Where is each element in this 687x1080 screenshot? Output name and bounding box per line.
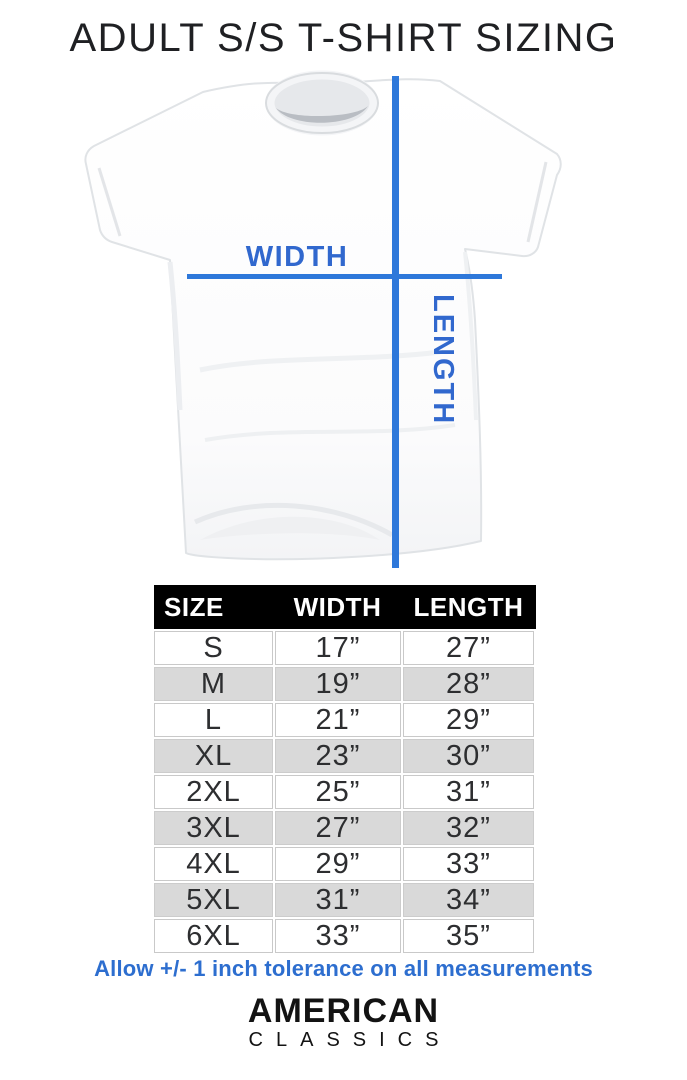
length-line — [392, 76, 399, 568]
table-header — [154, 585, 536, 629]
table-cell: 5XL — [154, 883, 273, 917]
brand-logo — [0, 994, 687, 1052]
table-cell: XL — [154, 739, 273, 773]
table-cell: 33” — [275, 919, 401, 953]
length-label: LENGTH — [427, 294, 459, 426]
header-cell-width: WIDTH — [293, 591, 382, 622]
table-cell: 25” — [275, 775, 401, 809]
table-cell: 4XL — [154, 847, 273, 881]
tshirt-illustration — [0, 70, 687, 575]
table-cell: 2XL — [154, 775, 273, 809]
table-body — [154, 631, 536, 953]
table-cell: 17” — [275, 631, 401, 665]
table-row — [154, 739, 536, 773]
table-cell: 33” — [403, 847, 534, 881]
page-title: ADULT S/S T-SHIRT SIZING — [69, 16, 618, 60]
table-cell: 29” — [403, 703, 534, 737]
table-cell: 23” — [275, 739, 401, 773]
table-cell: 6XL — [154, 919, 273, 953]
table-cell: 27” — [275, 811, 401, 845]
tshirt-body — [85, 79, 560, 559]
table-row — [154, 883, 536, 917]
header-cell-size: SIZE — [164, 591, 224, 622]
table-cell: S — [154, 631, 273, 665]
table-row — [154, 811, 536, 845]
brand-subname: CLASSICS — [248, 1029, 452, 1051]
tolerance-note: Allow +/- 1 inch tolerance on all measurements — [94, 956, 593, 981]
table-cell: 32” — [403, 811, 534, 845]
table-cell: 30” — [403, 739, 534, 773]
table-row — [154, 631, 536, 665]
width-line — [187, 274, 502, 279]
brand-name: AMERICAN — [247, 992, 440, 1030]
table-cell: 27” — [403, 631, 534, 665]
table-cell: 35” — [403, 919, 534, 953]
table-cell: 29” — [275, 847, 401, 881]
table-row — [154, 775, 536, 809]
table-cell: 28” — [403, 667, 534, 701]
table-cell: M — [154, 667, 273, 701]
table-row — [154, 919, 536, 953]
tshirt-diagram — [0, 70, 687, 575]
table-row — [154, 667, 536, 701]
table-row — [154, 703, 536, 737]
table-cell: 34” — [403, 883, 534, 917]
width-label: WIDTH — [245, 241, 349, 273]
table-cell: 21” — [275, 703, 401, 737]
table-cell: 3XL — [154, 811, 273, 845]
table-cell: L — [154, 703, 273, 737]
table-cell: 19” — [275, 667, 401, 701]
table-cell: 31” — [275, 883, 401, 917]
header-cell-length: LENGTH — [413, 591, 524, 622]
table-cell: 31” — [403, 775, 534, 809]
table-row — [154, 847, 536, 881]
size-table — [154, 585, 536, 955]
